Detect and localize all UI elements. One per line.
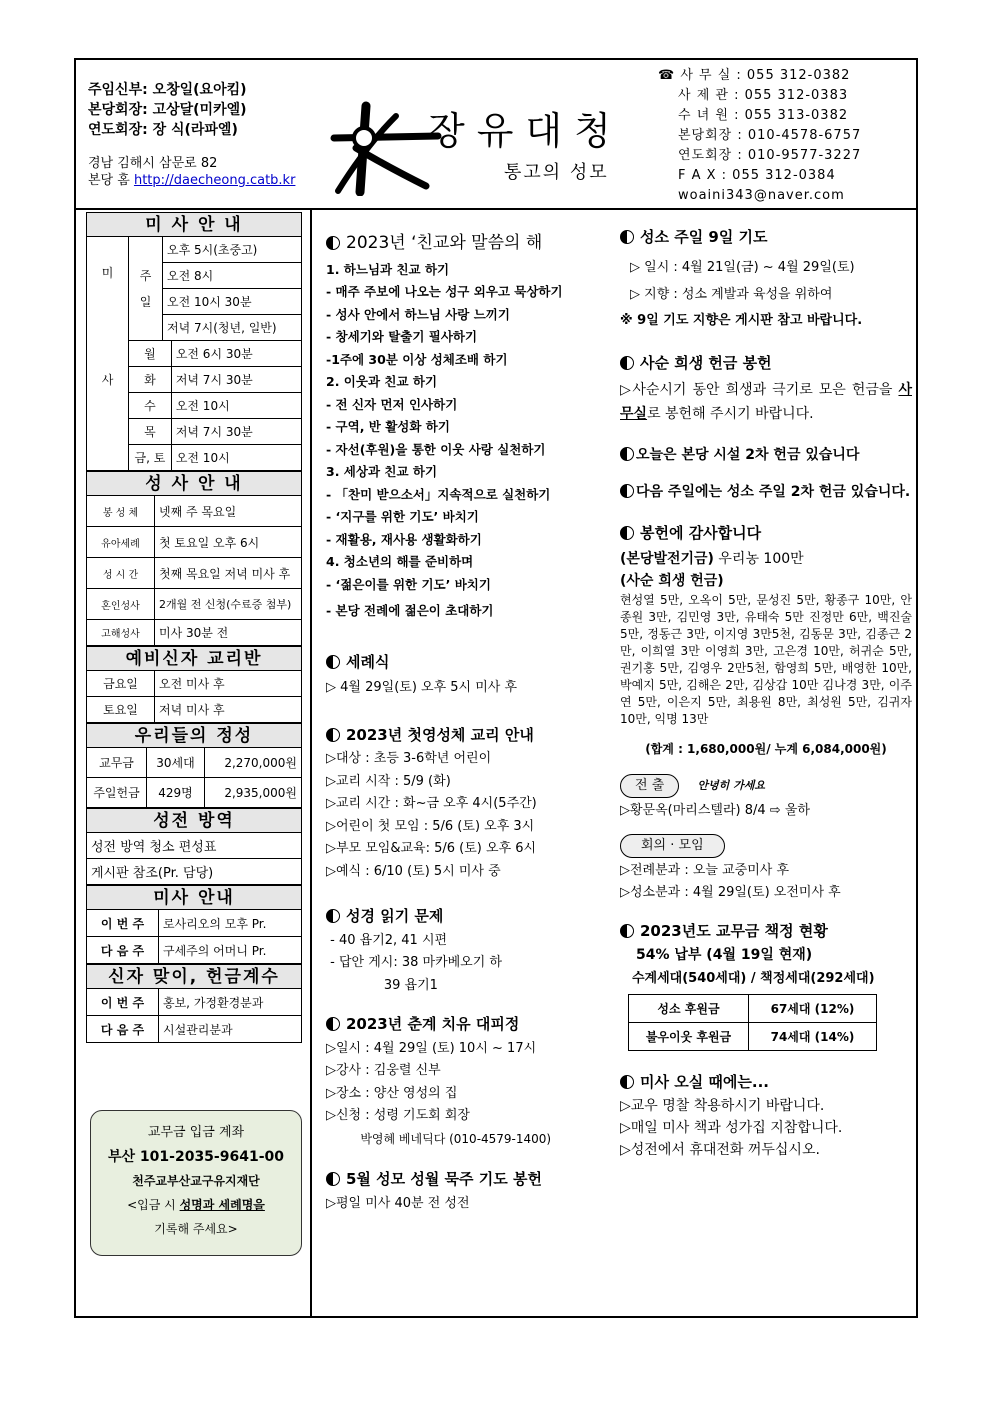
list-item: - 창세기와 탈출기 필사하기	[326, 329, 478, 344]
greeting-week: 다 음 주	[87, 1016, 159, 1043]
sacrament-value: 미사 30분 전	[155, 620, 302, 646]
weekday-time: 오전 10시	[171, 445, 301, 471]
half-circle-icon	[620, 1075, 634, 1089]
sacrament-value: 첫 토요일 오후 6시	[155, 527, 302, 558]
sunday-label-2: 일	[139, 294, 152, 309]
defense-line: 게시판 참조(Pr. 담당)	[87, 859, 302, 885]
list-item: -1주에 30분 이상 성체조배 하기	[326, 351, 508, 367]
sacrament-table	[86, 495, 302, 646]
list-item: - 자선(후원)을 통한 이웃 사랑 실천하기	[326, 441, 546, 457]
half-circle-icon	[326, 1017, 340, 1031]
sacrament-title: 성 사 안 내	[86, 471, 302, 495]
sunday-label-1: 주	[139, 268, 152, 283]
weekday-label: 화	[129, 367, 172, 393]
header	[76, 60, 916, 210]
half-circle-icon	[326, 1172, 340, 1186]
notice-2: 다음 주일에는 성소 주일 2차 헌금 있습니다.	[636, 484, 911, 500]
tithe-row-value: 67세대 (12%)	[749, 995, 877, 1023]
rosary-heading	[326, 1168, 616, 1191]
home-link[interactable]: http://daecheong.catb.kr	[133, 173, 296, 188]
contact-email[interactable]: woaini343@naver.com	[678, 188, 845, 203]
half-circle-icon	[620, 230, 634, 244]
tithe-row-key: 불우이웃 후원금	[629, 1023, 749, 1051]
first-communion-title: 2023년 첫영성체 교리 안내	[346, 725, 534, 744]
middle-column	[326, 232, 616, 1215]
half-circle-icon	[326, 909, 340, 923]
sunday-label	[129, 237, 163, 341]
contact-president: 본당회장 : 010-4578-6757	[678, 128, 862, 143]
weekday-label: 수	[129, 393, 172, 419]
healing-retreat-title: 2023년 춘계 치유 대피정	[346, 1015, 520, 1033]
transfer-label: 전 출	[620, 774, 679, 798]
catechumen-table	[86, 670, 302, 723]
account-number: 부산 101-2035-9641-00	[108, 1149, 284, 1165]
dev-fund-value: 우리농 100만	[713, 551, 804, 567]
column-divider	[310, 210, 312, 1318]
catechumen-time: 오전 미사 후	[155, 671, 302, 697]
bulletin-title: 장유대청	[428, 109, 623, 153]
list-item: - 구역, 반 활성화 하기	[326, 419, 450, 434]
account-holder: 천주교부산교구유지재단	[132, 1174, 260, 1188]
list-item: ▷강사 : 김웅렬 신부	[326, 1063, 441, 1078]
account-note-c: 기록해 주세요>	[154, 1222, 238, 1236]
lent-title: 사순 희생 헌금 봉헌	[640, 354, 772, 372]
tithe-sub: 수계세대(540세대) / 책정세대(292세대)	[632, 971, 875, 986]
offering-key: 교무금	[87, 748, 147, 778]
bible-title: 성경 읽기 문제	[346, 907, 444, 925]
account-title: 교무금 입금 계좌	[147, 1125, 245, 1140]
sunday-mass-3: 오전 10시 30분	[163, 289, 302, 315]
tithe-table	[628, 994, 877, 1051]
bible-heading	[326, 905, 616, 928]
lent-heading	[620, 352, 912, 374]
label-sa: 사	[101, 372, 114, 387]
weekday-time: 오전 10시	[171, 393, 301, 419]
farewell-script: 안녕히 가세요	[697, 779, 765, 792]
account-note-b: 성명과 세례명을	[179, 1198, 265, 1212]
list-item: ▷황문옥(마리스텔라) 8/4 ⇨ 울하	[620, 803, 810, 818]
thanks-title: 봉헌에 감사합니다	[640, 524, 762, 542]
mass-guide-team: 로사리오의 모후 Pr.	[159, 910, 302, 937]
list-item: - ‘젊은이를 위한 기도’ 바치기	[326, 576, 491, 592]
weekday-label: 목	[129, 419, 172, 445]
list-item: ▷ 4월 29일(토) 오후 5시 미사 후	[326, 680, 518, 695]
notice-heading-2	[620, 480, 912, 504]
half-circle-icon	[620, 924, 634, 938]
catechumen-day: 금요일	[87, 671, 155, 697]
list-item: ▷교리 시작 : 5/9 (화)	[326, 773, 451, 789]
account-box	[90, 1110, 302, 1256]
list-item: ▷성전에서 휴대전화 꺼두십시오.	[620, 1142, 820, 1158]
sacrament-key: 봉 성 체	[87, 496, 155, 527]
offering-total: (합계 : 1,680,000원/ 누계 6,084,000원)	[645, 742, 887, 756]
list-item: ▷교리 시간 : 화~금 오후 4시(5주간)	[326, 796, 537, 811]
mass-note-heading	[620, 1071, 912, 1093]
contact-office: ☎ 사 무 실 : 055 312-0382	[658, 68, 851, 83]
list-item: ▷신청 : 성령 기도회 회장	[326, 1108, 470, 1123]
list-item: - 전 신자 먼저 인사하기	[326, 396, 458, 412]
mass-guide-team: 구세주의 어머니 Pr.	[159, 937, 302, 964]
weekday-time: 저녁 7시 30분	[171, 419, 301, 445]
mass-note-title: 미사 오실 때에는...	[640, 1073, 769, 1091]
list-item: 2. 이웃과 친교 하기	[326, 374, 438, 389]
baptism-heading	[326, 651, 616, 674]
catechumen-time: 저녁 미사 후	[155, 697, 302, 723]
sunday-mass-4: 저녁 7시(청년, 일반)	[163, 315, 302, 341]
sacrament-key: 성 시 간	[87, 558, 155, 589]
offering-count: 429명	[147, 778, 205, 808]
baptism-title: 세례식	[346, 652, 390, 671]
list-item: ▷대상 : 초등 3-6학년 어린이	[326, 751, 492, 766]
offering-key: 주일헌금	[87, 778, 147, 808]
contacts	[658, 66, 861, 206]
weekday-label: 금, 토	[129, 445, 172, 471]
bulletin-subtitle: 통고의 성모	[504, 162, 609, 183]
list-item: ▷매일 미사 책과 성가집 지참합니다.	[620, 1120, 843, 1136]
sunday-mass-2: 오전 8시	[163, 263, 302, 289]
mass-guide-title: 미사 안내	[86, 885, 302, 909]
greeting-week: 이 번 주	[87, 989, 159, 1016]
tithe-title: 2023년도 교무금 책정 현황	[640, 922, 828, 940]
year-theme-list	[326, 259, 616, 623]
list-item: - 답안 게시: 38 마카베오기 하	[326, 955, 502, 970]
donor-list: 현성열 5만, 오옥이 5만, 문성진 5만, 황종구 10만, 안종원 3만, 김민영 3만, 유태숙 5만 진정만 6만, 백진술 5만, 정동근 3만, 이지영 3만5천, 김동문 3만, 김종근 2만, 이희열 3만 이영희 3만, 고은경 10만, 허귀순 5만, 권기홍 5만, 김영우 2만5천, 함영희 5만, 배영한 10만, 박예지 5만, 김해은 2만, 김상갑 10만 김나경 3만, 이주연 5만, 이은지 5만, 최용원 8만, 최성원 5만, 김귀자 10만, 익명 13만	[620, 593, 912, 726]
dev-fund-label: (본당발전기금)	[620, 551, 714, 567]
weekday-time: 오전 6시 30분	[171, 341, 301, 367]
list-item: 3. 세상과 친교 하기	[326, 464, 438, 479]
greeting-team: 홍보, 가정환경분과	[159, 989, 302, 1016]
greeting-team: 시설관리분과	[159, 1016, 302, 1043]
catechumen-day: 토요일	[87, 697, 155, 723]
left-column	[86, 212, 302, 1043]
list-item: - 재활용, 재사용 생활화하기	[326, 531, 482, 547]
bulletin-frame	[74, 58, 918, 1318]
defense-table	[86, 832, 302, 885]
address-block	[88, 155, 295, 189]
sacrament-key: 유아세례	[87, 527, 155, 558]
list-item: 1. 하느님과 친교 하기	[326, 261, 450, 277]
contact-union: 연도회장 : 010-9577-3227	[678, 148, 862, 163]
healing-retreat-heading	[326, 1013, 616, 1036]
list-item: - 40 욥기2, 41 시편	[326, 932, 448, 948]
tithe-row-value: 74세대 (14%)	[749, 1023, 877, 1051]
sacrament-value: 2개월 전 신청(수료증 첨부)	[155, 589, 302, 620]
sunday-mass-1: 오후 5시(초중고)	[163, 237, 302, 263]
list-item: ▷ 지향 : 성소 계발과 육성을 위하여	[630, 287, 833, 302]
tithe-percent: 54% 납부 (4월 19일 현재)	[636, 947, 813, 963]
lent-text-office: 사무실	[620, 382, 912, 422]
mass-side-label	[87, 237, 129, 471]
union-president-line: 연도회장: 장 식(라파엘)	[88, 122, 238, 138]
list-item: ▷ 일시 : 4월 21일(금) ~ 4월 29일(토)	[630, 260, 855, 275]
sacrament-key: 혼인성사	[87, 589, 155, 620]
list-item: ▷전례분과 : 오늘 교중미사 후	[620, 863, 790, 878]
lent-text-a: ▷사순시기 동안 희생과 극기로 모은 헌금을	[620, 382, 899, 398]
offering-amount: 2,270,000원	[205, 748, 302, 778]
contact-fax: F A X : 055 312-0384	[678, 168, 836, 183]
half-circle-icon	[620, 447, 634, 461]
list-item: ▷성소분과 : 4월 29일(토) 오전미사 후	[620, 885, 841, 900]
meeting-label: 회의 · 모임	[620, 834, 725, 858]
lent-text	[620, 378, 912, 426]
notice-heading-1	[620, 444, 912, 466]
greeting-title: 신자 맞이, 헌금계수	[86, 964, 302, 988]
mass-guide-table	[86, 909, 302, 964]
mass-guide-week: 이 번 주	[87, 910, 159, 937]
list-item: 4. 청소년의 해를 준비하며	[326, 554, 474, 569]
list-item: ▷어린이 첫 모임 : 5/6 (토) 오후 3시	[326, 818, 535, 834]
tithe-heading	[620, 920, 912, 942]
list-item: - 「찬미 받으소서」지속적으로 실천하기	[326, 486, 551, 502]
pastor-line: 주임신부: 오창일(요아킴)	[88, 82, 247, 98]
contact-rectory: 사 제 관 : 055 312-0383	[678, 88, 849, 103]
account-note-a: <입금 시	[127, 1198, 180, 1212]
defense-title: 성전 방역	[86, 808, 302, 832]
list-item: - ‘지구를 위한 기도’ 바치기	[326, 509, 479, 524]
right-column	[620, 226, 912, 1161]
list-item: - 성사 안에서 하느님 사랑 느끼기	[326, 306, 510, 322]
novena-heading	[620, 226, 912, 248]
catechumen-title: 예비신자 교리반	[86, 646, 302, 670]
rosary-title: 5월 성모 성월 묵주 기도 봉헌	[346, 1170, 542, 1188]
sacrament-key: 고해성사	[87, 620, 155, 646]
first-communion-heading	[326, 724, 616, 747]
year-theme-heading	[326, 232, 616, 255]
offering-table	[86, 747, 302, 808]
offering-amount: 2,935,000원	[205, 778, 302, 808]
list-item: 39 욥기1	[326, 977, 438, 993]
half-circle-icon	[326, 236, 340, 250]
contact-convent: 수 녀 원 : 055 313-0382	[678, 108, 849, 123]
mass-schedule-table	[86, 236, 302, 471]
weekday-label: 월	[129, 341, 172, 367]
list-item: ▷장소 : 양산 영성의 집	[326, 1085, 458, 1101]
notice-1: 오늘은 본당 시설 2차 헌금 있습니다	[636, 447, 860, 463]
list-item: ▷예식 : 6/10 (토) 5시 미사 중	[326, 863, 501, 879]
offering-count: 30세대	[147, 748, 205, 778]
address: 경남 김해시 삼문로 82	[88, 156, 218, 171]
half-circle-icon	[326, 655, 340, 669]
year-theme-title: 2023년 ‘친교와 말씀의 해	[346, 233, 543, 253]
sacrament-value: 첫째 목요일 저녁 미사 후	[155, 558, 302, 589]
defense-line: 성전 방역 청소 편성표	[87, 833, 302, 859]
sacrament-value: 넷째 주 목요일	[155, 496, 302, 527]
mass-guide-week: 다 음 주	[87, 937, 159, 964]
thanks-heading	[620, 522, 912, 544]
list-item: ▷부모 모임&교육: 5/6 (토) 오후 6시	[326, 841, 537, 856]
list-item: ▷일시 : 4월 29일 (토) 10시 ~ 17시	[326, 1040, 537, 1056]
greeting-table	[86, 988, 302, 1043]
list-item: ▷평일 미사 40분 전 성전	[326, 1195, 470, 1211]
half-circle-icon	[620, 356, 634, 370]
novena-title: 성소 주일 9일 기도	[640, 228, 768, 246]
weekday-time: 저녁 7시 30분	[171, 367, 301, 393]
list-item: - 매주 주보에 나오는 성구 외우고 묵상하기	[326, 284, 563, 299]
list-item: - 본당 전례에 젊은이 초대하기	[326, 603, 494, 618]
label-mi: 미	[101, 265, 114, 280]
president-line: 본당회장: 고상달(미카엘)	[88, 102, 247, 118]
mass-schedule-title: 미 사 안 내	[86, 212, 302, 236]
lent-text-c: 로 봉헌해 주시기 바랍니다.	[647, 406, 814, 422]
list-item: ▷교우 명찰 착용하시기 바랍니다.	[620, 1098, 825, 1114]
half-circle-icon	[620, 484, 634, 498]
half-circle-icon	[620, 526, 634, 540]
home-label: 본당 홈	[88, 173, 130, 188]
list-item: 박영혜 베네딕다 (010-4579-1400)	[326, 1131, 552, 1146]
tithe-row-key: 성소 후원금	[629, 995, 749, 1023]
novena-note: ※ 9일 기도 지향은 게시판 참고 바랍니다.	[620, 313, 863, 328]
half-circle-icon	[326, 728, 340, 742]
offering-title: 우리들의 정성	[86, 723, 302, 747]
lent-offering-label: (사순 희생 헌금)	[620, 573, 724, 589]
